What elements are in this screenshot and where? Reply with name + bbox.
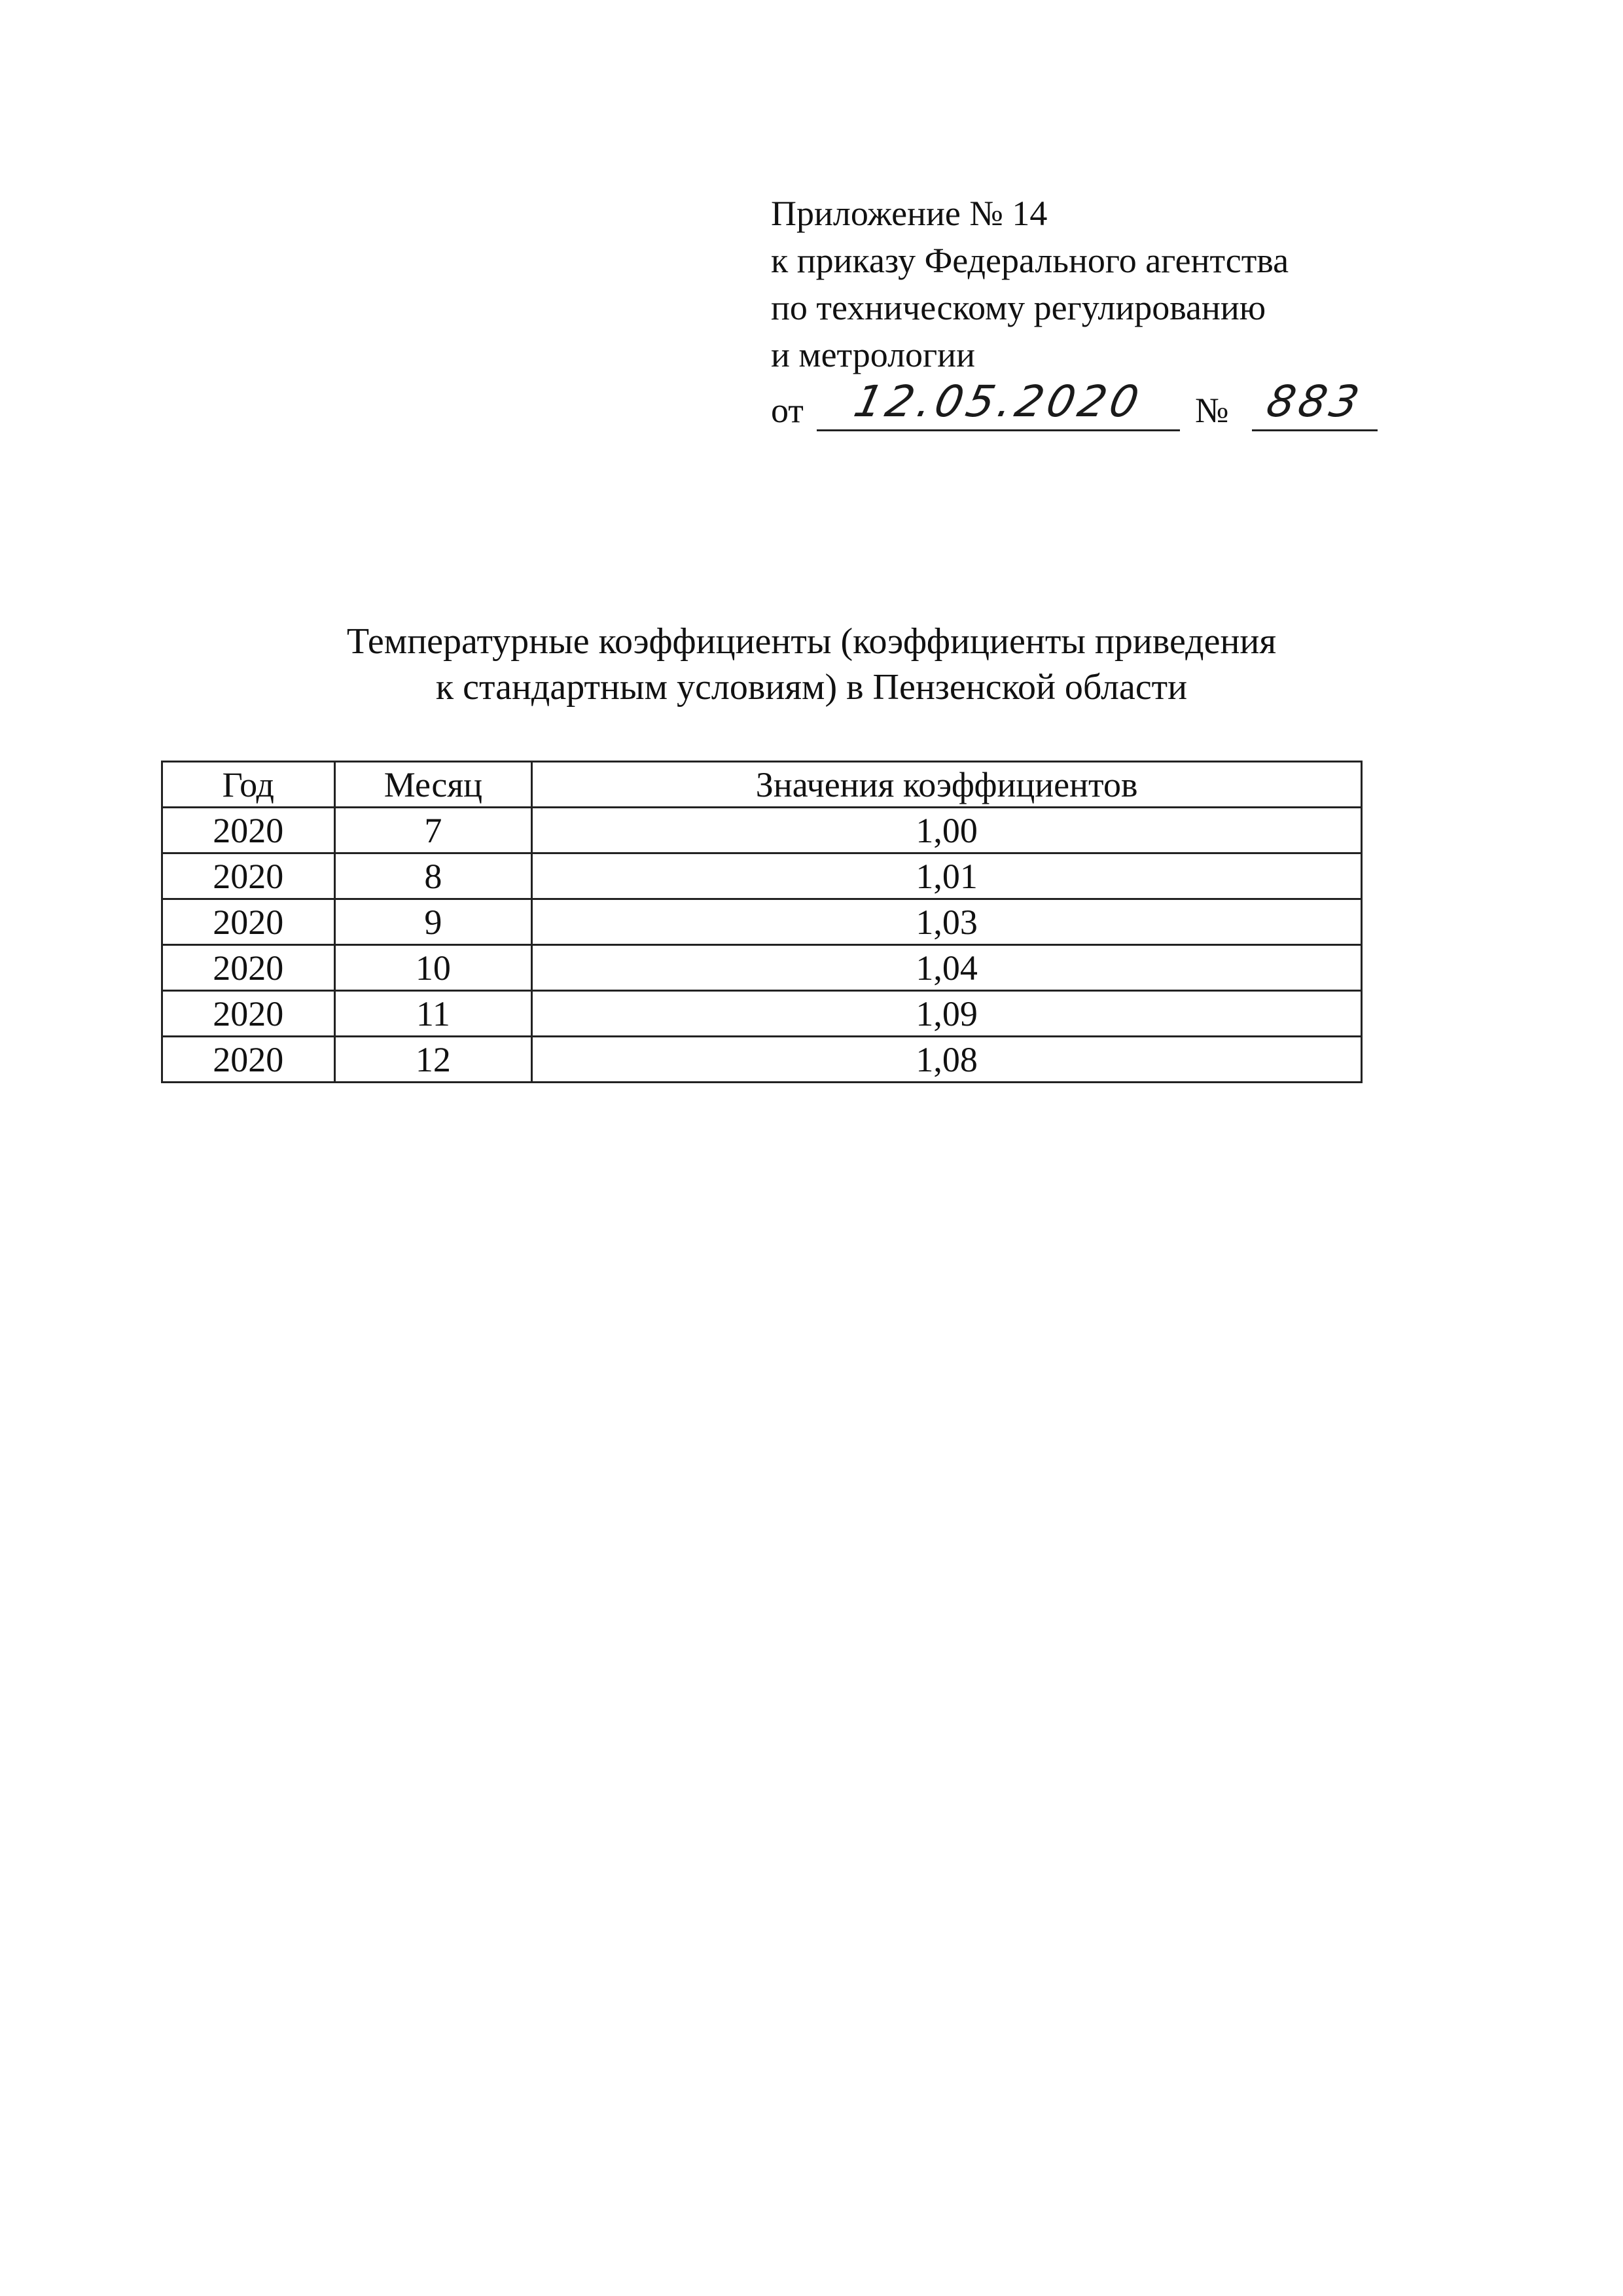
appendix-line: к приказу Федерального агентства [771, 241, 1289, 280]
cell-year: 2020 [162, 945, 335, 991]
table-header-row [162, 762, 1362, 808]
order-number-field [1252, 373, 1378, 431]
cell-month: 12 [334, 1037, 532, 1083]
coefficients-table [161, 761, 1363, 1083]
cell-value: 1,09 [532, 991, 1362, 1037]
table-row [162, 899, 1362, 945]
appendix-line: и метрологии [771, 335, 975, 374]
cell-month: 8 [334, 853, 532, 899]
table-row [162, 853, 1362, 899]
title-line-2: к стандартным условиям) в Пензенской области [435, 667, 1188, 708]
cell-value: 1,01 [532, 853, 1362, 899]
cell-year: 2020 [162, 1037, 335, 1083]
cell-year: 2020 [162, 899, 335, 945]
cell-month: 10 [334, 945, 532, 991]
order-date-label: от [771, 391, 804, 430]
table-row [162, 1037, 1362, 1083]
cell-year: 2020 [162, 991, 335, 1037]
order-number-label: № [1195, 391, 1229, 430]
appendix-line: по техническому регулированию [771, 288, 1266, 327]
cell-value: 1,03 [532, 899, 1362, 945]
header-month: Месяц [334, 762, 532, 808]
cell-year: 2020 [162, 853, 335, 899]
cell-month: 7 [334, 808, 532, 853]
cell-month: 9 [334, 899, 532, 945]
header-year: Год [162, 762, 335, 808]
table-row [162, 808, 1362, 853]
cell-year: 2020 [162, 808, 335, 853]
order-date-value: 12.05.2020 [849, 376, 1147, 427]
title-line-1: Температурные коэффициенты (коэффициенты приведения [346, 621, 1277, 662]
cell-value: 1,04 [532, 945, 1362, 991]
table-row [162, 991, 1362, 1037]
table-row [162, 945, 1362, 991]
cell-value: 1,00 [532, 808, 1362, 853]
header-value: Значения коэффициентов [532, 762, 1362, 808]
order-number-value: 883 [1262, 376, 1368, 427]
appendix-header [771, 190, 1425, 378]
cell-month: 11 [334, 991, 532, 1037]
appendix-line: Приложение № 14 [771, 194, 1048, 233]
document-title [157, 619, 1466, 710]
cell-value: 1,08 [532, 1037, 1362, 1083]
order-date-field [817, 373, 1180, 431]
order-reference [771, 367, 1425, 439]
